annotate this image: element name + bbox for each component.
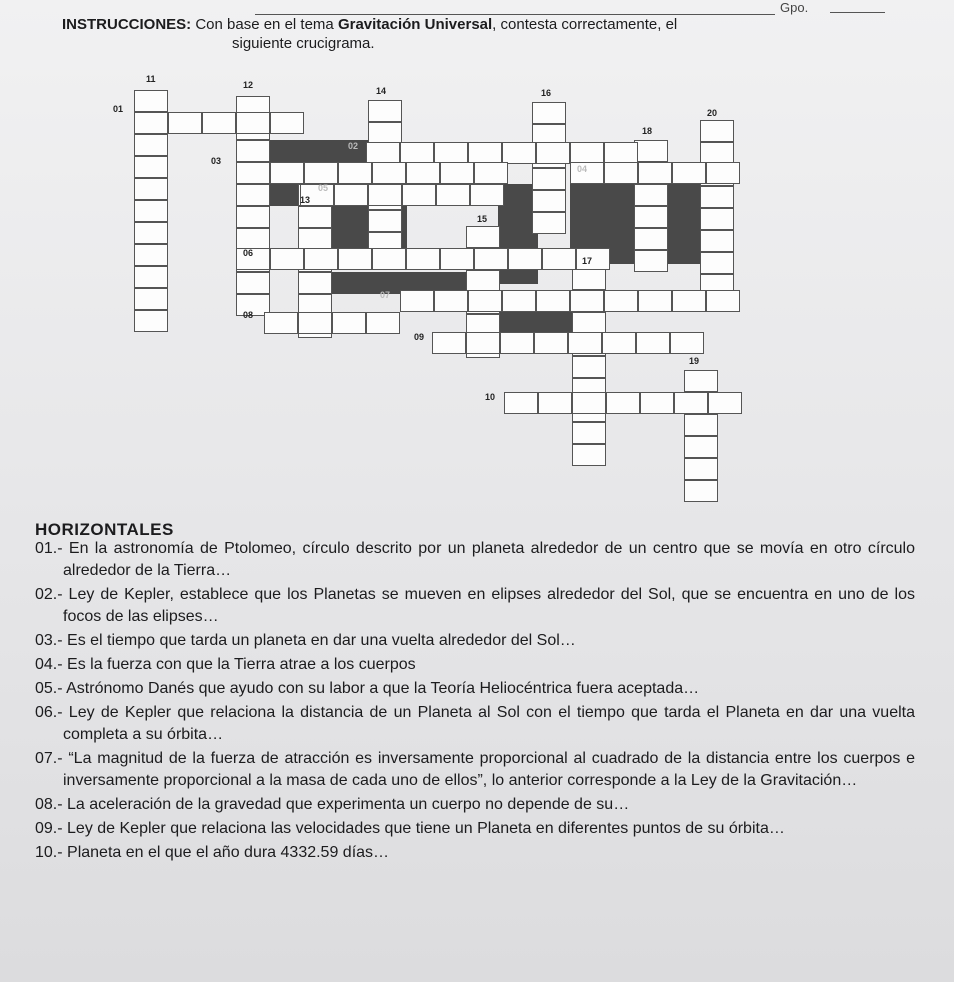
crossword-cell[interactable] bbox=[672, 162, 706, 184]
clue-09: 09.- Ley de Kepler que relaciona las velocidades que tiene un Planeta en diferentes puntos de su órbita… bbox=[35, 820, 785, 837]
clue-03: 03.- Es el tiempo que tarda un planeta en dar una vuelta alrededor del Sol… bbox=[35, 632, 576, 649]
clue-number-19: 19 bbox=[689, 356, 700, 366]
crossword-cell[interactable] bbox=[270, 248, 304, 270]
crossword-cell[interactable] bbox=[684, 414, 718, 436]
crossword-cell[interactable] bbox=[634, 250, 668, 272]
crossword-cell[interactable] bbox=[640, 392, 674, 414]
instructions-text-a: Con base en el tema bbox=[191, 16, 338, 33]
crossword-cell[interactable] bbox=[400, 290, 434, 312]
crossword-cell[interactable] bbox=[474, 248, 508, 270]
crossword-cell[interactable] bbox=[684, 370, 718, 392]
crossword-cell[interactable] bbox=[434, 290, 468, 312]
clue-10: 10.- Planeta en el que el año dura 4332.59 días… bbox=[35, 844, 390, 861]
crossword-cell[interactable] bbox=[468, 142, 502, 164]
crossword-cell[interactable] bbox=[500, 332, 534, 354]
clue-number-12: 12 bbox=[243, 80, 254, 90]
clue-number-18: 18 bbox=[642, 126, 653, 136]
clue-number-17: 17 bbox=[582, 256, 593, 266]
crossword-cell[interactable] bbox=[572, 312, 606, 334]
crossword-cell[interactable] bbox=[298, 272, 332, 294]
crossword-cell[interactable] bbox=[134, 90, 168, 112]
crossword-cell[interactable] bbox=[474, 162, 508, 184]
crossword-cell[interactable] bbox=[236, 184, 270, 206]
crossword-cell[interactable] bbox=[706, 162, 740, 184]
crossword-cell[interactable] bbox=[606, 392, 640, 414]
crossword-cell[interactable] bbox=[298, 228, 332, 250]
crossword-cell[interactable] bbox=[134, 266, 168, 288]
clue-number-11: 11 bbox=[146, 74, 156, 84]
crossword-cell[interactable] bbox=[638, 290, 672, 312]
crossword-cell[interactable] bbox=[706, 290, 740, 312]
crossword-cell[interactable] bbox=[542, 248, 576, 270]
crossword-cell[interactable] bbox=[368, 210, 402, 232]
clue-06: 06.- Ley de Kepler que relaciona la distancia de un Planeta al Sol con el tiempo que tarda el Planeta en dar una vuelta completa a su órbita… bbox=[35, 704, 915, 743]
crossword-cell[interactable] bbox=[572, 356, 606, 378]
clue-number-01: 01 bbox=[113, 104, 124, 114]
clue-07: 07.- “La magnitud de la fuerza de atracción es inversamente proporcional al cuadrado de la distancia entre los cuerpos e inversamente proporcional a la masa de cada uno de ellos”, lo anterior corresponde a la Ley de la Gravitación… bbox=[35, 750, 915, 789]
crossword-cell[interactable] bbox=[504, 392, 538, 414]
crossword-cell[interactable] bbox=[700, 186, 734, 208]
clue-number-03: 03 bbox=[211, 156, 222, 166]
crossword-cell[interactable] bbox=[708, 392, 742, 414]
crossword-cell[interactable] bbox=[372, 162, 406, 184]
crossword-cell[interactable] bbox=[368, 184, 402, 206]
crossword-cell[interactable] bbox=[670, 332, 704, 354]
crossword-cell[interactable] bbox=[134, 178, 168, 200]
crossword-cell[interactable] bbox=[236, 206, 270, 228]
crossword-cell[interactable] bbox=[366, 142, 400, 164]
clue-02: 02.- Ley de Kepler, establece que los Planetas se mueven en elipses alrededor del Sol, que se encuentra en uno de los focos de las elipses… bbox=[35, 586, 915, 625]
clue-number-16: 16 bbox=[541, 88, 552, 98]
crossword-cell[interactable] bbox=[298, 206, 332, 228]
crossword-cell[interactable] bbox=[604, 290, 638, 312]
crossword-cell[interactable] bbox=[264, 312, 298, 334]
clue-number-05: 05 bbox=[318, 183, 329, 193]
clue-04: 04.- Es la fuerza con que la Tierra atrae a los cuerpos bbox=[35, 656, 416, 673]
crossword-cell[interactable] bbox=[634, 228, 668, 250]
crossword-cell[interactable] bbox=[604, 162, 638, 184]
crossword-cell[interactable] bbox=[270, 162, 304, 184]
crossword-cell[interactable] bbox=[572, 444, 606, 466]
crossword-cell[interactable] bbox=[502, 290, 536, 312]
instructions-heading: INSTRUCCIONES: bbox=[62, 16, 192, 33]
crossword-cell[interactable] bbox=[700, 142, 734, 164]
crossword-cell[interactable] bbox=[134, 310, 168, 332]
crossword-cell[interactable] bbox=[236, 228, 270, 250]
clue-number-13: 13 bbox=[300, 195, 311, 205]
crossword-cell[interactable] bbox=[700, 120, 734, 142]
clue-01: 01.- En la astronomía de Ptolomeo, círculo descrito por un planeta alrededor de un centro que se movía en otro círculo alrededor de la Tierra… bbox=[35, 540, 915, 579]
clue-number-07: 07 bbox=[380, 290, 391, 300]
crossword-cell[interactable] bbox=[700, 230, 734, 252]
crossword-cell[interactable] bbox=[168, 112, 202, 134]
group-label: Gpo. bbox=[780, 0, 809, 15]
crossword-cell[interactable] bbox=[236, 140, 270, 162]
crossword-cell[interactable] bbox=[298, 312, 332, 334]
crossword-cell[interactable] bbox=[684, 458, 718, 480]
crossword-cell[interactable] bbox=[134, 200, 168, 222]
crossword-cell[interactable] bbox=[536, 290, 570, 312]
crossword-cell[interactable] bbox=[406, 248, 440, 270]
crossword-cell[interactable] bbox=[602, 332, 636, 354]
clue-number-02: 02 bbox=[348, 141, 359, 151]
crossword-cell[interactable] bbox=[368, 100, 402, 122]
crossword-cell[interactable] bbox=[134, 134, 168, 156]
crossword-cell[interactable] bbox=[436, 184, 470, 206]
crossword-cell[interactable] bbox=[440, 248, 474, 270]
crossword-cell[interactable] bbox=[134, 112, 168, 134]
crossword-cell[interactable] bbox=[236, 272, 270, 294]
crossword-cell[interactable] bbox=[134, 222, 168, 244]
crossword-cell[interactable] bbox=[432, 332, 466, 354]
horizontales-title: HORIZONTALES bbox=[35, 520, 174, 539]
instructions-line2: siguiente crucigrama. bbox=[232, 35, 375, 52]
crossword-cell[interactable] bbox=[674, 392, 708, 414]
clue-number-08: 08 bbox=[243, 310, 254, 320]
crossword-cell[interactable] bbox=[468, 290, 502, 312]
crossword-cell[interactable] bbox=[366, 312, 400, 334]
crossword-cell[interactable] bbox=[570, 142, 604, 164]
clue-number-20: 20 bbox=[707, 108, 718, 118]
crossword-cell[interactable] bbox=[402, 184, 436, 206]
crossword-cell[interactable] bbox=[532, 212, 566, 234]
crossword-cell[interactable] bbox=[434, 142, 468, 164]
crossword-cell[interactable] bbox=[466, 226, 500, 248]
crossword-cell[interactable] bbox=[570, 290, 604, 312]
clue-number-04: 04 bbox=[577, 164, 588, 174]
crossword-cell[interactable] bbox=[466, 332, 500, 354]
crossword-cell[interactable] bbox=[338, 248, 372, 270]
crossword-cell[interactable] bbox=[700, 252, 734, 274]
crossword-cell[interactable] bbox=[672, 290, 706, 312]
crossword-cell[interactable] bbox=[270, 112, 304, 134]
crossword-cell[interactable] bbox=[572, 422, 606, 444]
crossword-cell[interactable] bbox=[406, 162, 440, 184]
crossword-cell[interactable] bbox=[532, 102, 566, 124]
crossword-cell[interactable] bbox=[532, 190, 566, 212]
crossword-cell[interactable] bbox=[572, 268, 606, 290]
clue-number-09: 09 bbox=[414, 332, 425, 342]
clue-number-10: 10 bbox=[485, 392, 496, 402]
crossword-cell[interactable] bbox=[638, 162, 672, 184]
instructions-topic: Gravitación Universal bbox=[337, 16, 493, 33]
crossword-cell[interactable] bbox=[572, 392, 606, 414]
clue-number-06: 06 bbox=[243, 248, 254, 258]
clue-number-15: 15 bbox=[477, 214, 488, 224]
clue-number-14: 14 bbox=[376, 86, 387, 96]
crossword-cell[interactable] bbox=[400, 142, 434, 164]
crossword-cell[interactable] bbox=[684, 480, 718, 502]
crossword-cell[interactable] bbox=[334, 184, 368, 206]
crossword-cell[interactable] bbox=[568, 332, 602, 354]
crossword-cell[interactable] bbox=[134, 244, 168, 266]
instructions-text-b: , contesta correctamente, el bbox=[492, 16, 678, 33]
shaded-block bbox=[498, 310, 573, 332]
crossword-cell[interactable] bbox=[634, 140, 668, 162]
crossword-cell[interactable] bbox=[134, 156, 168, 178]
crossword-cell[interactable] bbox=[338, 162, 372, 184]
crossword-cell[interactable] bbox=[634, 184, 668, 206]
crossword-cell[interactable] bbox=[236, 112, 270, 134]
crossword-cell[interactable] bbox=[508, 248, 542, 270]
clue-05: 05.- Astrónomo Danés que ayudo con su labor a que la Teoría Heliocéntrica fuera aceptada… bbox=[35, 680, 700, 697]
crossword-cell[interactable] bbox=[470, 184, 504, 206]
crossword-cell[interactable] bbox=[636, 332, 670, 354]
crossword-cell[interactable] bbox=[534, 332, 568, 354]
crossword-cell[interactable] bbox=[202, 112, 236, 134]
crossword-cell[interactable] bbox=[700, 208, 734, 230]
crossword-cell[interactable] bbox=[368, 122, 402, 144]
crossword-cell[interactable] bbox=[634, 206, 668, 228]
clue-list bbox=[35, 538, 915, 866]
crossword-cell[interactable] bbox=[684, 436, 718, 458]
crossword-cell[interactable] bbox=[604, 142, 638, 164]
crossword-cell[interactable] bbox=[538, 392, 572, 414]
crossword-cell[interactable] bbox=[236, 162, 270, 184]
crossword-cell[interactable] bbox=[134, 288, 168, 310]
crossword-cell[interactable] bbox=[466, 270, 500, 292]
crossword-cell[interactable] bbox=[304, 248, 338, 270]
clue-08: 08.- La aceleración de la gravedad que experimenta un cuerpo no depende de su… bbox=[35, 796, 630, 813]
crossword-cell[interactable] bbox=[304, 162, 338, 184]
crossword-cell[interactable] bbox=[502, 142, 536, 164]
crossword-cell[interactable] bbox=[536, 142, 570, 164]
crossword-cell[interactable] bbox=[532, 168, 566, 190]
crossword-cell[interactable] bbox=[372, 248, 406, 270]
crossword-cell[interactable] bbox=[440, 162, 474, 184]
crossword-cell[interactable] bbox=[332, 312, 366, 334]
